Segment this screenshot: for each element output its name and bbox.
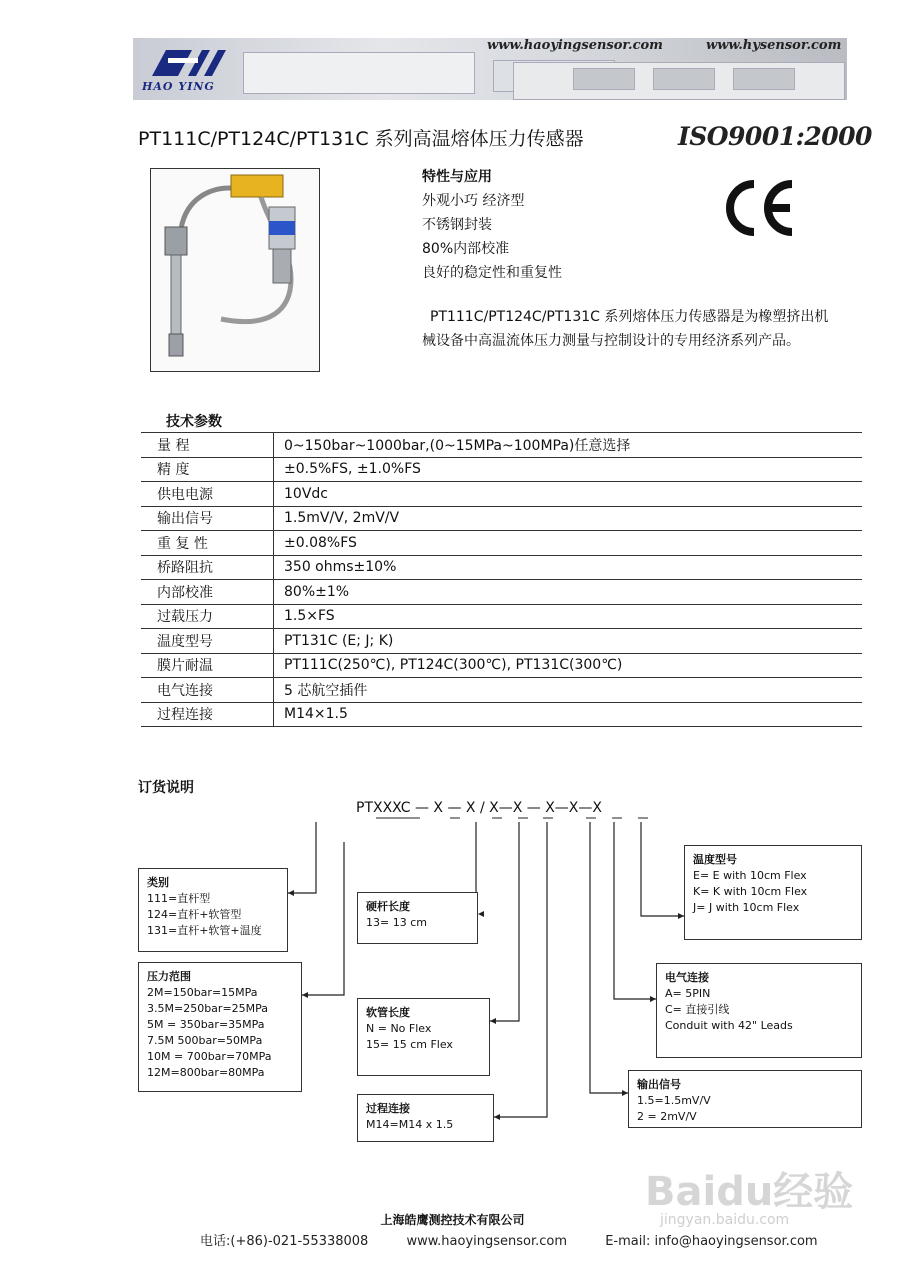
website-link-2[interactable]: www.hysensor.com <box>706 38 842 53</box>
temp-type-title: 温度型号 <box>693 853 737 866</box>
electrical-connection-line: A= 5PIN <box>665 987 711 1000</box>
hose-length-title: 软管长度 <box>366 1006 410 1019</box>
model-code: PTXXXC — X — X / X—X — X—X—X <box>356 800 602 816</box>
baidu-watermark: Baidu经验 <box>645 1169 854 1215</box>
hose-length-line: N = No Flex <box>366 1022 432 1035</box>
category-title: 类别 <box>147 876 169 889</box>
spec-label: 量 程 <box>141 433 274 458</box>
spec-label: 过程连接 <box>141 702 274 727</box>
category-line: 131=直杆+软管+温度 <box>147 924 262 937</box>
electrical-connection-box <box>656 963 862 1058</box>
spec-value: 1.5mV/V, 2mV/V <box>274 506 863 531</box>
hose-length-line: 15= 15 cm Flex <box>366 1038 453 1051</box>
spec-label: 过载压力 <box>141 604 274 629</box>
product-description: PT111C/PT124C/PT131C 系列熔体压力传感器是为橡塑挤出机械设备中高温流体压力测量与控制设计的专用经济系列产品。 <box>422 309 829 349</box>
spec-value: 5 芯航空插件 <box>274 678 863 703</box>
spec-value: 0~150bar~1000bar,(0~15MPa~100MPa)任意选择 <box>274 433 863 458</box>
pressure-line: 12M=800bar=80MPa <box>147 1066 265 1079</box>
spec-value: 1.5×FS <box>274 604 863 629</box>
pressure-line: 3.5M=250bar=25MPa <box>147 1002 269 1015</box>
pressure-title: 压力范围 <box>147 970 191 983</box>
process-connection-line: M14=M14 x 1.5 <box>366 1118 454 1131</box>
rod-length-line: 13= 13 cm <box>366 916 427 929</box>
temp-type-line: K= K with 10cm Flex <box>693 885 808 898</box>
footer-website[interactable]: www.haoyingsensor.com <box>406 1234 568 1249</box>
rod-length-title: 硬杆长度 <box>366 900 410 913</box>
footer-company: 上海皓鹰测控技术有限公司 <box>380 1213 525 1227</box>
feature-item: 良好的稳定性和重复性 <box>422 265 562 281</box>
output-signal-line: 1.5=1.5mV/V <box>637 1094 711 1107</box>
spec-label: 温度型号 <box>141 629 274 654</box>
feature-item: 不锈钢封装 <box>422 217 492 233</box>
electrical-connection-line: C= 直接引线 <box>665 1003 730 1016</box>
spec-value: PT111C(250℃), PT124C(300℃), PT131C(300℃) <box>274 653 863 678</box>
category-line: 124=直杆+软管型 <box>147 908 242 921</box>
baidu-watermark-url: jingyan.baidu.com <box>660 1212 790 1228</box>
spec-label: 供电电源 <box>141 482 274 507</box>
spec-value: M14×1.5 <box>274 702 863 727</box>
spec-value: PT131C (E; J; K) <box>274 629 863 654</box>
footer-contact <box>200 1230 852 1249</box>
spec-label: 重 复 性 <box>141 531 274 556</box>
footer-email[interactable]: E-mail: info@haoyingsensor.com <box>605 1234 818 1249</box>
feature-item: 80%内部校准 <box>422 241 510 257</box>
spec-value: ±0.5%FS, ±1.0%FS <box>274 457 863 482</box>
spec-label: 膜片耐温 <box>141 653 274 678</box>
process-connection-title: 过程连接 <box>366 1102 410 1115</box>
ordering-heading: 订货说明 <box>138 780 194 796</box>
electrical-connection-line: Conduit with 42" Leads <box>665 1019 793 1032</box>
rod-length-box <box>357 892 478 944</box>
hose-length-box <box>357 998 490 1076</box>
spec-label: 内部校准 <box>141 580 274 605</box>
pressure-line: 10M = 700bar=70MPa <box>147 1050 272 1063</box>
spec-label: 输出信号 <box>141 506 274 531</box>
pressure-line: 2M=150bar=15MPa <box>147 986 258 999</box>
footer-phone: 电话:(+86)-021-55338008 <box>200 1234 369 1249</box>
output-signal-line: 2 = 2mV/V <box>637 1110 697 1123</box>
feature-item: 外观小巧 经济型 <box>422 193 525 209</box>
output-signal-box <box>628 1070 862 1128</box>
spec-label: 精 度 <box>141 457 274 482</box>
temp-type-line: J= J with 10cm Flex <box>693 901 800 914</box>
pressure-line: 5M = 350bar=35MPa <box>147 1018 265 1031</box>
temp-type-box <box>684 845 862 940</box>
temp-type-line: E= E with 10cm Flex <box>693 869 807 882</box>
spec-value: 80%±1% <box>274 580 863 605</box>
features-heading: 特性与应用 <box>422 169 492 185</box>
pressure-box <box>138 962 302 1092</box>
spec-value: ±0.08%FS <box>274 531 863 556</box>
spec-value: 350 ohms±10% <box>274 555 863 580</box>
output-signal-title: 输出信号 <box>637 1078 681 1091</box>
spec-value: 10Vdc <box>274 482 863 507</box>
brand-name: HAO YING <box>142 80 215 93</box>
process-connection-box <box>357 1094 494 1142</box>
website-link-1[interactable]: www.haoyingsensor.com <box>487 38 663 53</box>
specs-heading: 技术参数 <box>166 414 222 430</box>
spec-label: 桥路阻抗 <box>141 555 274 580</box>
page-title: PT111C/PT124C/PT131C 系列高温熔体压力传感器 <box>138 128 584 150</box>
pressure-line: 7.5M 500bar=50MPa <box>147 1034 263 1047</box>
iso-certification: ISO9001:2000 <box>678 122 872 151</box>
category-line: 111=直杆型 <box>147 892 211 905</box>
spec-label: 电气连接 <box>141 678 274 703</box>
electrical-connection-title: 电气连接 <box>665 971 709 984</box>
category-box <box>138 868 288 952</box>
